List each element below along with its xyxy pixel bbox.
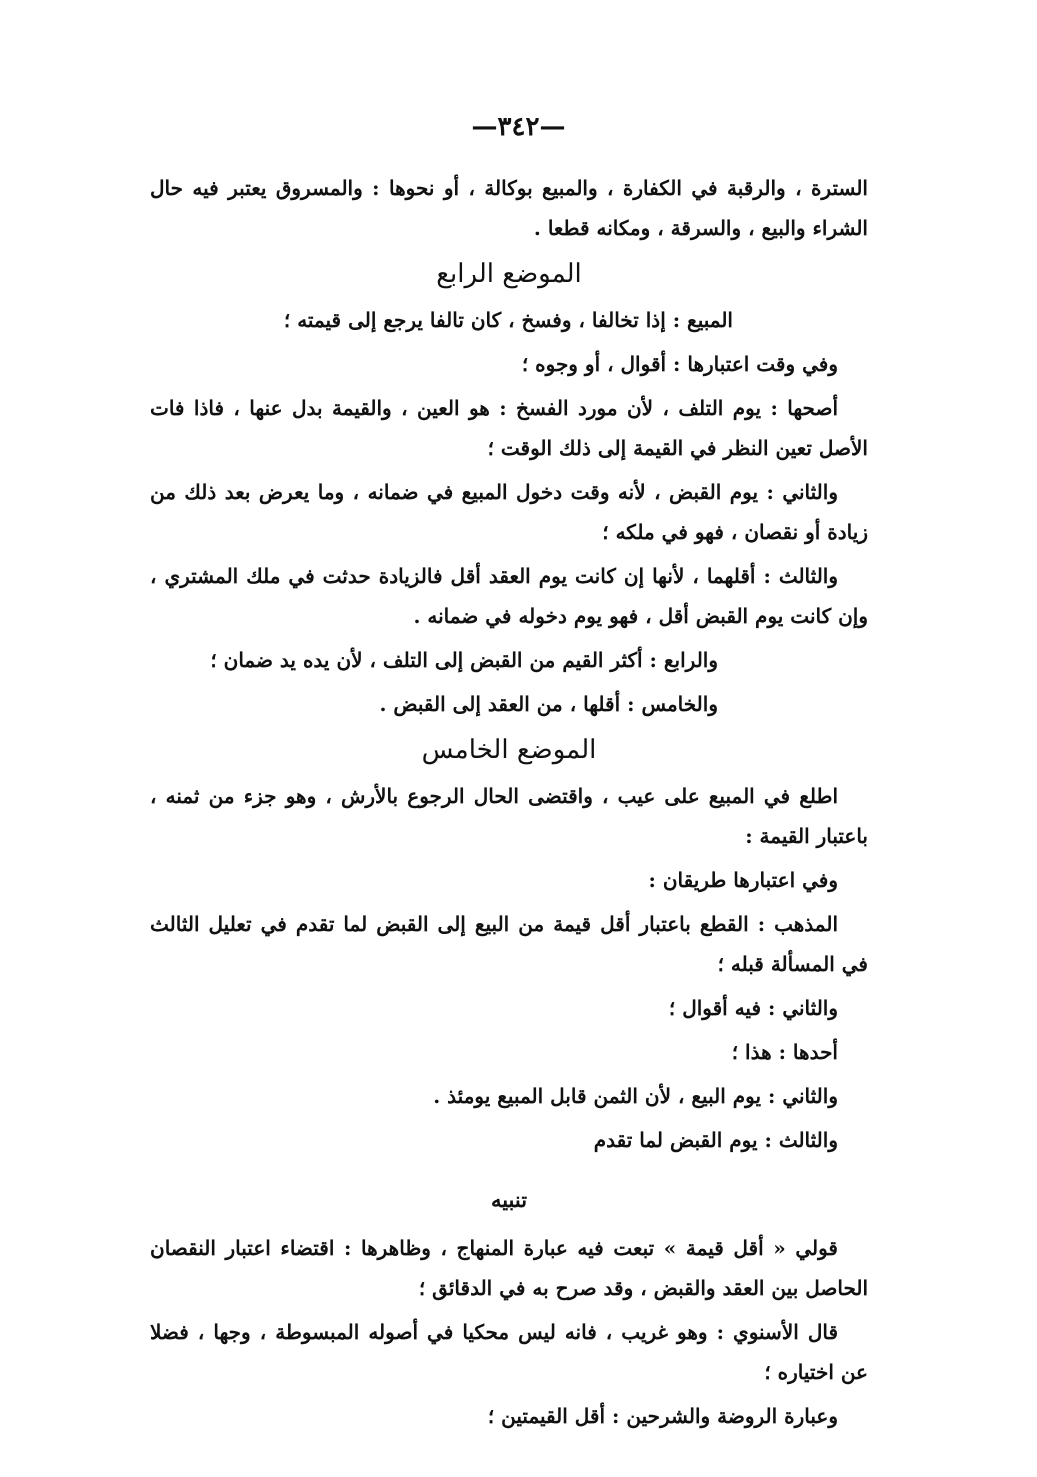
section-heading: تنبيه <box>490 1187 528 1212</box>
paragraph: والخامس : أقلها ، من العقد إلى القبض . <box>379 692 718 716</box>
paragraph: والثاني : يوم القبض ، لأنه وقت دخول المبيع في ضمانه ، وما يعرض بعد ذلك من زيادة أو نقصان ، فهو في ملكه ؛ <box>150 480 868 544</box>
paragraph: والثاني : يوم البيع ، لأن الثمن قابل المبيع يومئذ . <box>433 1084 838 1108</box>
paragraph: قولي « أقل قيمة » تبعت فيه عبارة المنهاج ، وظاهرها : اقتضاء اعتبار النقصان الحاصل بين العقد والقبض ، وقد صرح به في الدقائق ؛ <box>150 1236 868 1300</box>
paragraph: والثالث : أقلهما ، لأنها إن كانت يوم العقد أقل فالزيادة حدثت في ملك المشتري ، وإن كانت يوم القبض أقل ، فهو يوم دخوله في ضمانه . <box>150 564 868 628</box>
section-heading: الموضع الخامس <box>421 735 597 765</box>
paragraph: اطلع في المبيع على عيب ، واقتضى الحال الرجوع بالأرش ، وهو جزء من ثمنه ، باعتبار القيمة : <box>150 784 868 848</box>
paragraph: وفي وقت اعتبارها : أقوال ، أو وجوه ؛ <box>521 352 838 376</box>
page-body <box>150 168 868 1440</box>
paragraph: السترة ، والرقبة في الكفارة ، والمبيع بوكالة ، أو نحوها : والمسروق يعتبر فيه حال الشراء والبيع ، والسرقة ، ومكانه قطعا . <box>150 176 868 240</box>
paragraph: والثاني : فيه أقوال ؛ <box>668 996 838 1020</box>
page-number: —٣٤٢— <box>471 112 566 142</box>
paragraph: أحدها : هذا ؛ <box>731 1040 838 1064</box>
paragraph: قال الأسنوي : وهو غريب ، فانه ليس محكيا في أصوله المبسوطة ، وجها ، فضلا عن اختياره ؛ <box>150 1320 868 1384</box>
paragraph: وعبارة الروضة والشرحين : أقل القيمتين ؛ <box>487 1404 838 1428</box>
paragraph: والثالث : يوم القبض لما تقدم <box>593 1128 838 1152</box>
paragraph: أصحها : يوم التلف ، لأن مورد الفسخ : هو العين ، والقيمة بدل عنها ، فاذا فات الأصل تعين النظر في القيمة إلى ذلك الوقت ؛ <box>150 396 868 460</box>
paragraph: المبيع : إذا تخالفا ، وفسخ ، كان تالفا يرجع إلى قيمته ؛ <box>283 308 733 332</box>
section-heading: الموضع الرابع <box>436 259 582 289</box>
paragraph: وفي اعتبارها طريقان : <box>648 868 838 892</box>
paragraph: المذهب : القطع باعتبار أقل قيمة من البيع إلى القبض لما تقدم في تعليل الثالث في المسألة قبله ؛ <box>150 912 868 976</box>
paragraph: والرابع : أكثر القيم من القبض إلى التلف ، لأن يده يد ضمان ؛ <box>210 648 718 672</box>
